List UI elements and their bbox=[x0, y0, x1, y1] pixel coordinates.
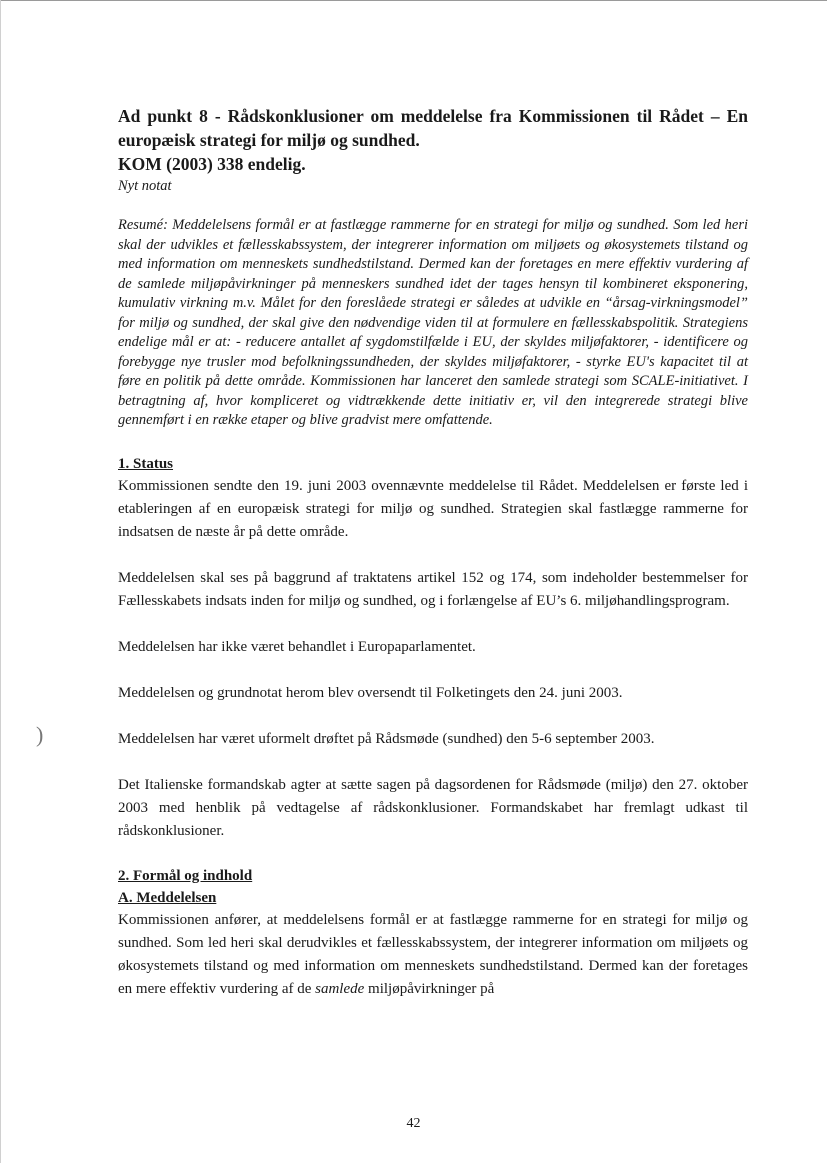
note-type-label: Nyt notat bbox=[118, 178, 172, 194]
agenda-heading: Ad punkt 8 - Rådskonklusioner om meddelelse fra Kommissionen til Rådet – En europæisk strategi for miljø og sundhed. bbox=[118, 106, 748, 150]
purpose-paragraph bbox=[118, 909, 748, 1001]
purpose-text-end: miljøpåvirkninger på bbox=[364, 980, 495, 997]
status-paragraph-4: Meddelelsen og grundnotat herom blev oversendt til Folketingets den 24. juni 2003. bbox=[118, 684, 623, 701]
status-paragraph-3: Meddelelsen har ikke været behandlet i Europaparlamentet. bbox=[118, 638, 476, 655]
resume-paragraph: Resumé: Meddelelsens formål er at fastlægge rammerne for en strategi for miljø og sundhed. Som led heri skal der udvikles et fællesskabssystem, der integrerer information om miljøets og økosystemets tilstand og med information om menneskets sundhedstilstand. Dermed kan der foretages en mere effektiv vurdering af de samlede miljøpåvirkninger på menneskers sundhed idet der tages hensyn til kombineret eksponering, kumulativ virkning m.v. Målet for den foreslåede strategi er således at udvikle en “årsag-virkningsmodel” for miljø og sundhed, der skal give den nødvendige viden til at formulere en fællesskabspolitik. Strategiens endelige mål er at: - reducere antallet af sygdomstilfælde i EU, der skyldes miljøfaktorer, - identificere og forebygge nye trusler mod befolkningssundheden, der skyldes miljøfaktorer, - styrke EU's kapacitet til at føre en politik på dette område. Kommissionen har lanceret den samlede strategi som SCALE-initiativet. I betragtning af, hvor kompliceret og vidtrækkende dette initiativ er, vil den integrerede strategi blive gennemført i en række etaper og blive gradvist mere omfattende. bbox=[118, 217, 748, 428]
document-page bbox=[118, 104, 748, 1001]
kom-reference: KOM (2003) 338 endelig. bbox=[118, 154, 306, 174]
scan-artifact-mark: ) bbox=[36, 722, 44, 747]
status-paragraph-5: Meddelelsen har været uformelt drøftet på Rådsmøde (sundhed) den 5-6 september 2003. bbox=[118, 730, 655, 747]
page-number: 42 bbox=[406, 1116, 421, 1131]
status-paragraph-2: Meddelelsen skal ses på baggrund af traktatens artikel 152 og 174, som indeholder bestemmelser for Fællesskabets indsats inden for miljø og sundhed, og i forlængelse af EU’s 6. miljøhandlingsprogram. bbox=[118, 569, 748, 609]
status-paragraph-1: Kommissionen sendte den 19. juni 2003 ovennævnte meddelelse til Rådet. Meddelelsen er første led i etableringen af en europæisk strategi for miljø og sundhed. Strategien skal fastlægge rammerne for indsatsen de næste år på dette område. bbox=[118, 477, 748, 540]
purpose-text-emphasis: samlede bbox=[315, 980, 365, 997]
scan-left-edge bbox=[0, 0, 1, 1163]
scan-top-border bbox=[0, 0, 827, 1]
section-status-title: 1. Status bbox=[118, 455, 174, 472]
purpose-text-start: Kommissionen anfører, at meddelelsens formål er at fastlægge rammerne for en strategi for miljø og sundhed. Som led heri skal derudvikles et fællesskabssystem, der integrerer information om miljøets og økosystemets tilstand og med information om menneskets sundhedstilstand. Dermed kan der foretages en mere effektiv vurdering af de bbox=[118, 911, 748, 997]
section-purpose-title: 2. Formål og indhold bbox=[118, 867, 253, 884]
subsection-meddelelsen-title: A. Meddelelsen bbox=[118, 889, 217, 906]
status-paragraph-6: Det Italienske formandskab agter at sætte sagen på dagsordenen for Rådsmøde (miljø) den 27. oktober 2003 med henblik på vedtagelse af rådskonklusioner. Formandskabet har fremlagt udkast til rådskonklusioner. bbox=[118, 776, 748, 839]
